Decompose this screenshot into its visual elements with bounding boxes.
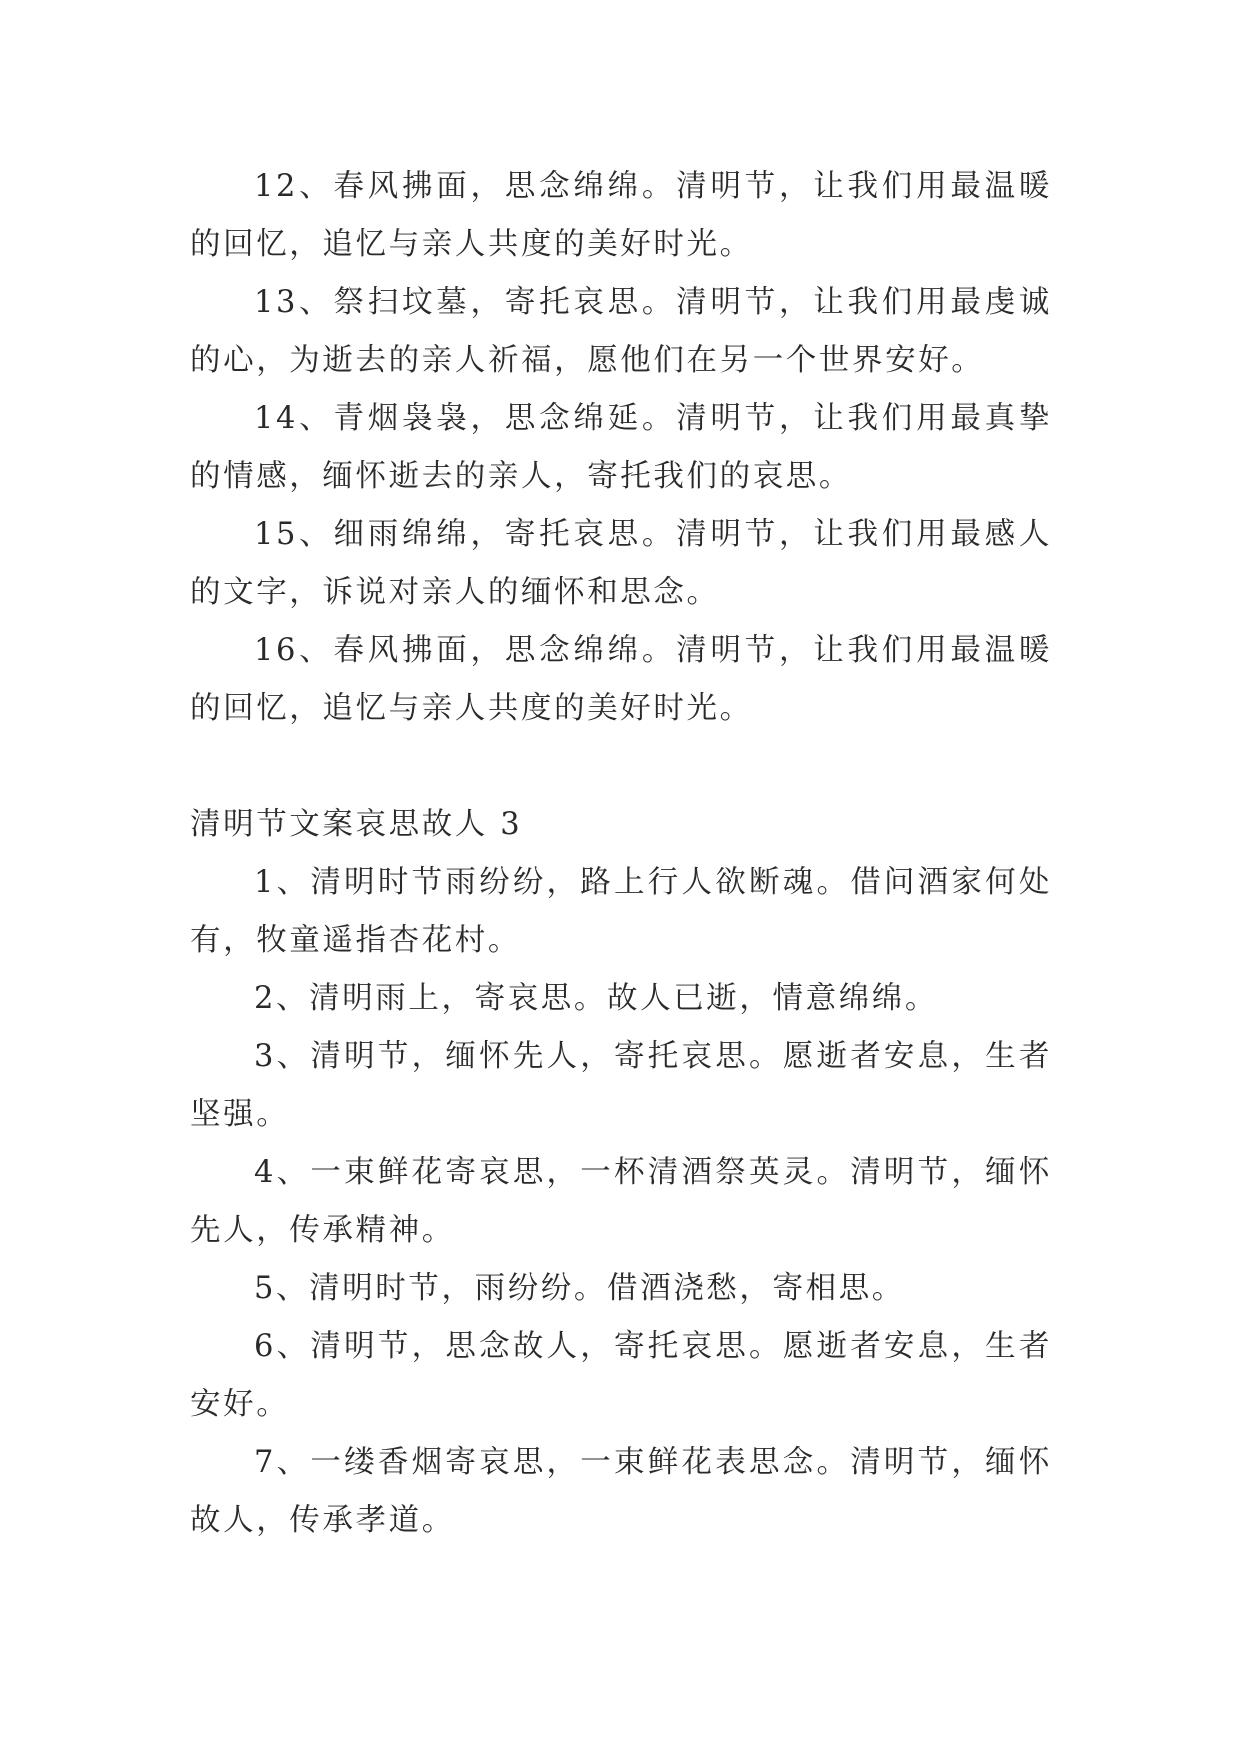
paragraph-item-4: 4、一束鲜花寄哀思，一杯清酒祭英灵。清明节，缅怀先人，传承精神。: [190, 1155, 1052, 1248]
paragraph-item-5: 5、清明时节，雨纷纷。借酒浇愁，寄相思。: [254, 1271, 905, 1306]
paragraph-item-7: 7、一缕香烟寄哀思，一束鲜花表思念。清明节，缅怀故人，传承孝道。: [190, 1445, 1052, 1538]
document-body: [190, 158, 1052, 1550]
paragraph-item-14: 14、青烟袅袅，思念绵延。清明节，让我们用最真挚的情感，缅怀逝去的亲人，寄托我们的哀思。: [190, 401, 1052, 494]
paragraph-item-12: 12、春风拂面，思念绵绵。清明节，让我们用最温暖的回忆，追忆与亲人共度的美好时光。: [190, 169, 1052, 262]
paragraph-item-15: 15、细雨绵绵，寄托哀思。清明节，让我们用最感人的文字，诉说对亲人的缅怀和思念。: [190, 517, 1052, 610]
section-heading: 清明节文案哀思故人 3: [190, 807, 523, 842]
paragraph-item-16: 16、春风拂面，思念绵绵。清明节，让我们用最温暖的回忆，追忆与亲人共度的美好时光。: [190, 633, 1052, 726]
paragraph-item-1: 1、清明时节雨纷纷，路上行人欲断魂。借问酒家何处有，牧童遥指杏花村。: [190, 865, 1052, 958]
paragraph-item-3: 3、清明节，缅怀先人，寄托哀思。愿逝者安息，生者坚强。: [190, 1039, 1052, 1132]
paragraph-item-13: 13、祭扫坟墓，寄托哀思。清明节，让我们用最虔诚的心，为逝去的亲人祈福，愿他们在另一个世界安好。: [190, 285, 1052, 378]
paragraph-item-2: 2、清明雨上，寄哀思。故人已逝，情意绵绵。: [254, 981, 939, 1016]
paragraph-item-6: 6、清明节，思念故人，寄托哀思。愿逝者安息，生者安好。: [190, 1329, 1052, 1422]
